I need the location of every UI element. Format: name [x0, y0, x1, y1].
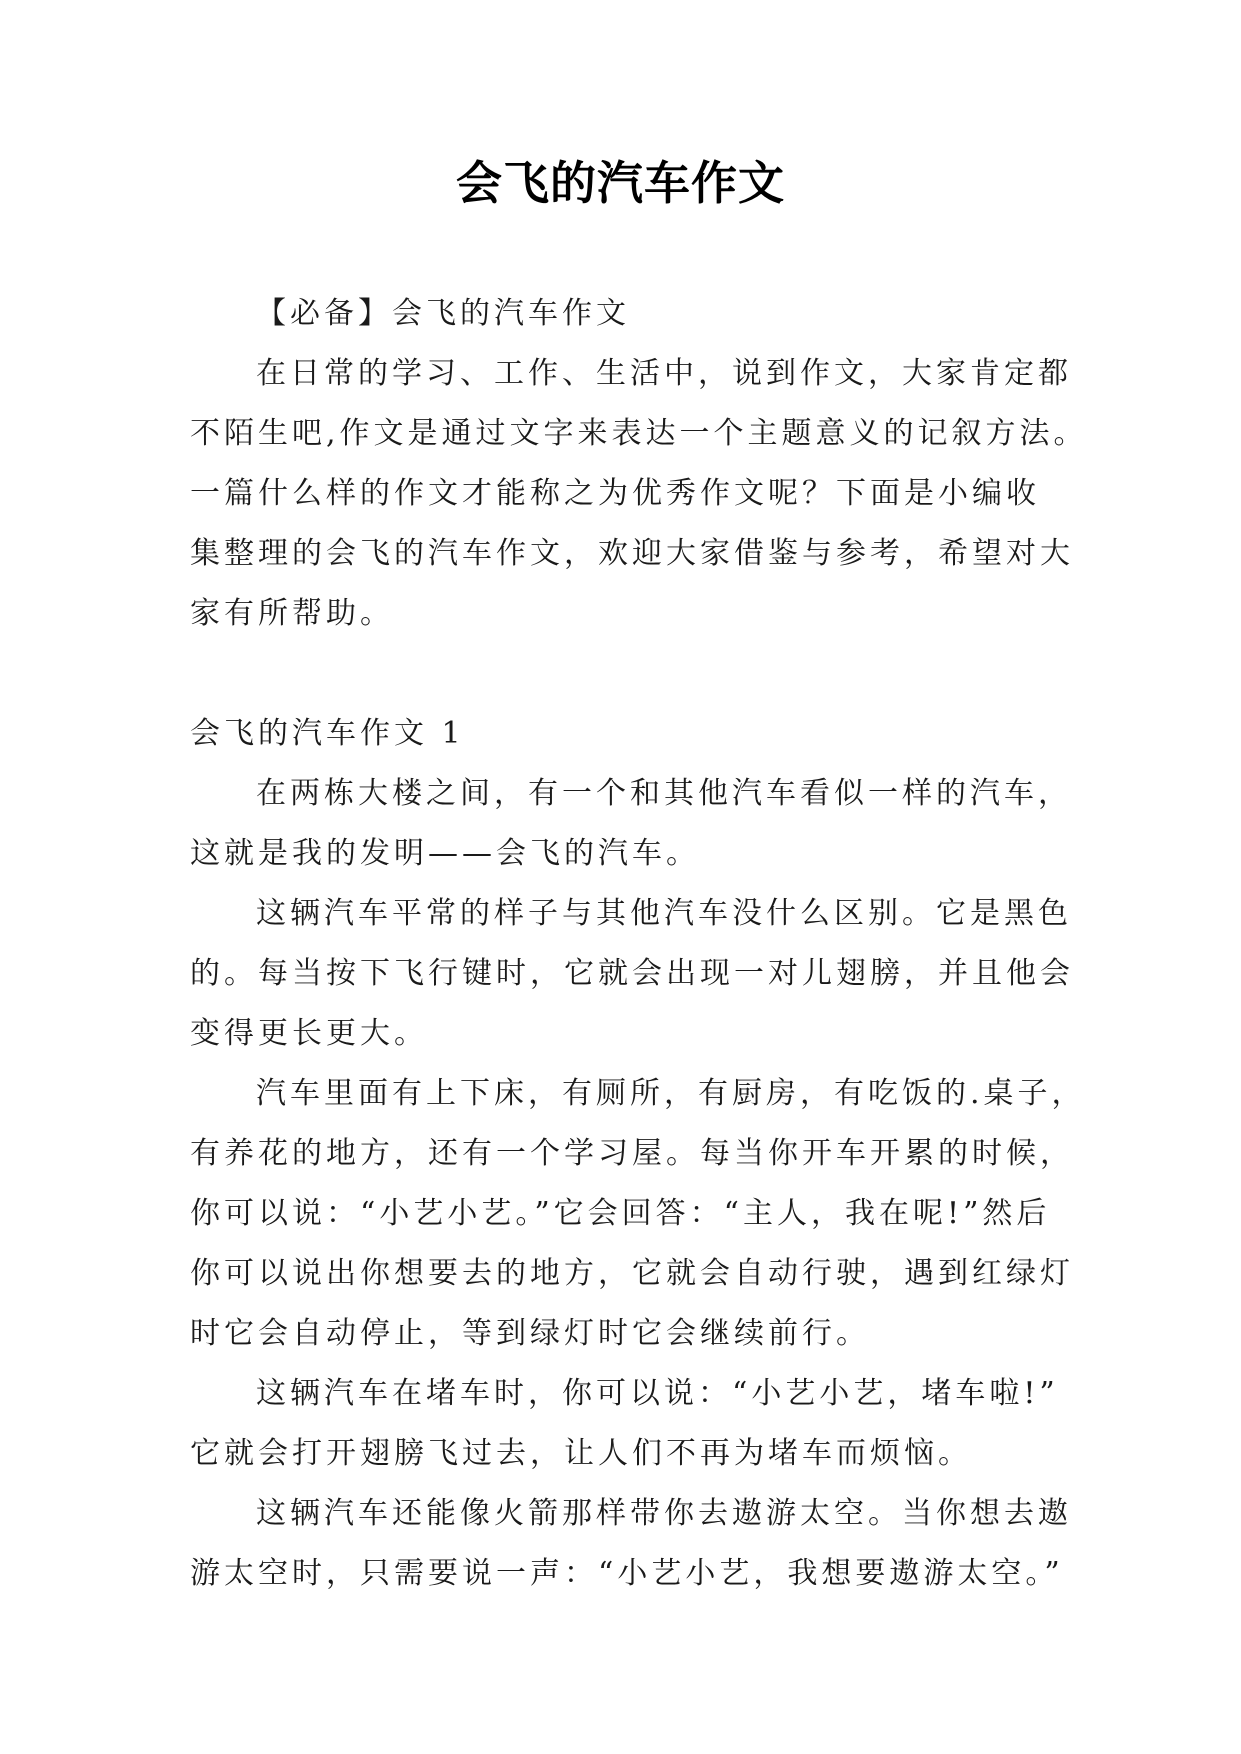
paragraph-line: 这就是我的发明——会飞的汽车。 — [190, 836, 700, 871]
section-heading: 会飞的汽车作文 1 — [190, 716, 465, 751]
paragraph-line: 这辆汽车还能像火箭那样带你去遨游太空。当你想去遨 — [256, 1496, 1072, 1531]
paragraph-line: 它就会打开翅膀飞过去，让人们不再为堵车而烦恼。 — [190, 1436, 972, 1471]
paragraph-line: 时它会自动停止，等到绿灯时它会继续前行。 — [190, 1316, 870, 1351]
paragraph-line: 不陌生吧,作文是通过文字来表达一个主题意义的记叙方法。 — [190, 416, 1088, 451]
document-body — [190, 284, 1088, 1604]
intro-heading: 【必备】会飞的汽车作文 — [256, 296, 630, 331]
paragraph-gap — [190, 644, 1050, 704]
paragraph-line: 你可以说：“小艺小艺。”它会回答：“主人，我在呢!”然后 — [190, 1196, 1051, 1231]
paragraph-line: 这辆汽车在堵车时，你可以说：“小艺小艺，堵车啦!” — [256, 1376, 1059, 1411]
paragraph-line: 游太空时，只需要说一声：“小艺小艺，我想要遨游太空。” — [190, 1556, 1064, 1591]
paragraph-line: 在两栋大楼之间，有一个和其他汽车看似一样的汽车， — [256, 776, 1072, 811]
paragraph-line: 有养花的地方，还有一个学习屋。每当你开车开累的时候， — [190, 1136, 1074, 1171]
paragraph-line: 的。每当按下飞行键时，它就会出现一对儿翅膀，并且他会 — [190, 956, 1074, 991]
paragraph-line: 这辆汽车平常的样子与其他汽车没什么区别。它是黑色 — [256, 896, 1072, 931]
paragraph-line: 在日常的学习、工作、生活中，说到作文，大家肯定都 — [256, 356, 1072, 391]
paragraph-line: 家有所帮助。 — [190, 596, 394, 631]
paragraph-line: 变得更长更大。 — [190, 1016, 428, 1051]
paragraph-line: 集整理的会飞的汽车作文，欢迎大家借鉴与参考，希望对大 — [190, 536, 1074, 571]
paragraph-line: 你可以说出你想要去的地方，它就会自动行驶，遇到红绿灯 — [190, 1256, 1074, 1291]
paragraph-line: 一篇什么样的作文才能称之为优秀作文呢？下面是小编收 — [190, 476, 1040, 511]
document-title: 会飞的汽车作文 — [456, 156, 785, 210]
paragraph-line: 汽车里面有上下床，有厕所，有厨房，有吃饭的.桌子， — [256, 1076, 1086, 1111]
